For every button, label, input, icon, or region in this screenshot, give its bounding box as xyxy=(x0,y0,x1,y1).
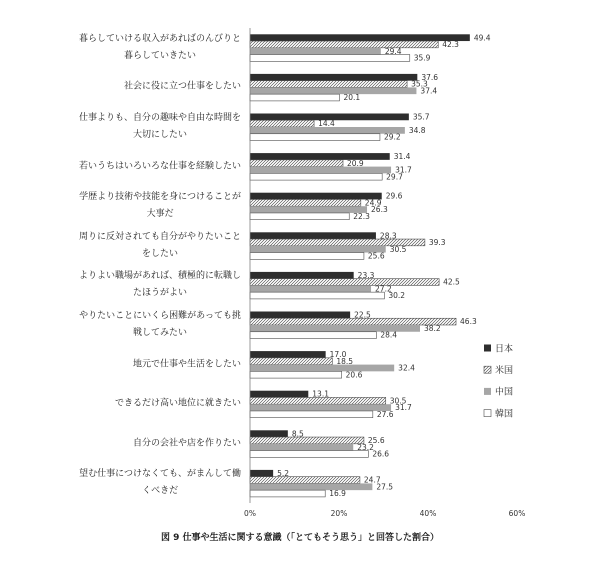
value-label: 26.3 xyxy=(371,205,388,215)
value-label: 35.3 xyxy=(411,79,428,89)
category-label: 学歴より技術や技能を身につけることが 大事だ xyxy=(79,192,241,220)
value-label: 20.1 xyxy=(343,93,361,103)
value-label: 30.5 xyxy=(389,396,407,406)
category-label: 暮らしていける収入があればのんびりと 暮らしていきたい xyxy=(78,33,241,61)
legend-label: 中国 xyxy=(495,387,514,398)
value-label: 27.5 xyxy=(376,482,394,492)
value-label: 42.5 xyxy=(443,277,460,287)
value-label: 23.3 xyxy=(357,270,375,280)
category-label: 仕事よりも、自分の趣味や自由な時間を 大切にしたい xyxy=(78,113,241,140)
value-label: 29.2 xyxy=(383,132,401,142)
value-label: 34.8 xyxy=(408,125,426,135)
value-label: 35.9 xyxy=(413,53,431,63)
value-label: 14.4 xyxy=(318,119,335,129)
value-label: 37.4 xyxy=(420,86,438,96)
value-label: 30.5 xyxy=(389,244,407,254)
value-label: 31.4 xyxy=(393,152,411,162)
value-label: 24.7 xyxy=(363,475,381,485)
x-tick-label: 40% xyxy=(419,509,437,518)
value-label: 29.4 xyxy=(384,46,402,56)
value-label: 5.2 xyxy=(277,468,290,478)
value-label: 30.2 xyxy=(388,291,406,301)
category-label: 周りに反対されても自分がやりたいこと をしたい xyxy=(78,231,241,259)
value-label: 22.3 xyxy=(353,211,370,221)
legend-label: 米国 xyxy=(495,366,514,376)
value-label: 13.1 xyxy=(312,389,329,399)
value-label: 37.6 xyxy=(421,72,439,82)
value-label: 27.6 xyxy=(376,409,394,419)
category-label: やりたいことにいくら困難があっても挑 戦してみたい xyxy=(79,311,241,338)
category-label: 若いうちはいろいろな仕事を経験したい xyxy=(78,161,241,172)
category-label: 自分の会社や店を作りたい xyxy=(132,438,241,449)
category-label: 望む仕事につけなくても、がまんして働 くべきだ xyxy=(79,469,241,497)
value-label: 31.7 xyxy=(395,403,412,413)
value-label: 27.2 xyxy=(375,284,392,294)
value-label: 17.0 xyxy=(329,350,347,360)
value-label: 29.7 xyxy=(386,172,403,182)
value-label: 8.5 xyxy=(291,429,304,439)
value-label: 18.5 xyxy=(336,356,354,366)
value-label: 28.3 xyxy=(379,231,397,241)
value-label: 32.4 xyxy=(398,363,415,373)
category-label: できるだけ高い地位に就きたい xyxy=(114,398,241,409)
value-label: 28.4 xyxy=(380,330,398,340)
x-tick-label: 60% xyxy=(508,509,526,518)
value-label: 38.2 xyxy=(423,323,441,333)
legend-label: 日本 xyxy=(495,344,514,355)
value-label: 20.9 xyxy=(347,158,364,168)
category-label: よりよい職場があれば、積極的に転職し たほうがよい xyxy=(78,271,241,299)
legend-label: 韓国 xyxy=(495,409,514,420)
value-label: 49.4 xyxy=(473,33,491,43)
value-label: 35.7 xyxy=(412,112,430,122)
value-label: 25.6 xyxy=(367,251,385,261)
category-label: 社会に役に立つ仕事をしたい xyxy=(123,81,241,92)
value-label: 23.2 xyxy=(357,442,374,452)
x-tick-label: 0% xyxy=(244,509,256,518)
figure-caption: 図 9 仕事や生活に関する意識（「とてもそう思う」と回答した割合） xyxy=(160,533,440,543)
category-label: 地元で仕事や生活をしたい xyxy=(132,359,241,370)
value-label: 39.3 xyxy=(428,238,446,248)
x-tick-label: 20% xyxy=(330,509,348,518)
value-label: 20.6 xyxy=(345,370,363,380)
value-label: 46.3 xyxy=(460,317,477,327)
value-label: 26.6 xyxy=(372,449,390,459)
value-label: 16.9 xyxy=(329,489,346,499)
value-label: 42.3 xyxy=(442,40,459,50)
value-label: 24.9 xyxy=(364,198,382,208)
value-label: 25.6 xyxy=(367,436,385,446)
value-label: 22.5 xyxy=(354,310,371,320)
value-label: 31.7 xyxy=(395,165,412,175)
value-label: 29.6 xyxy=(385,191,403,201)
